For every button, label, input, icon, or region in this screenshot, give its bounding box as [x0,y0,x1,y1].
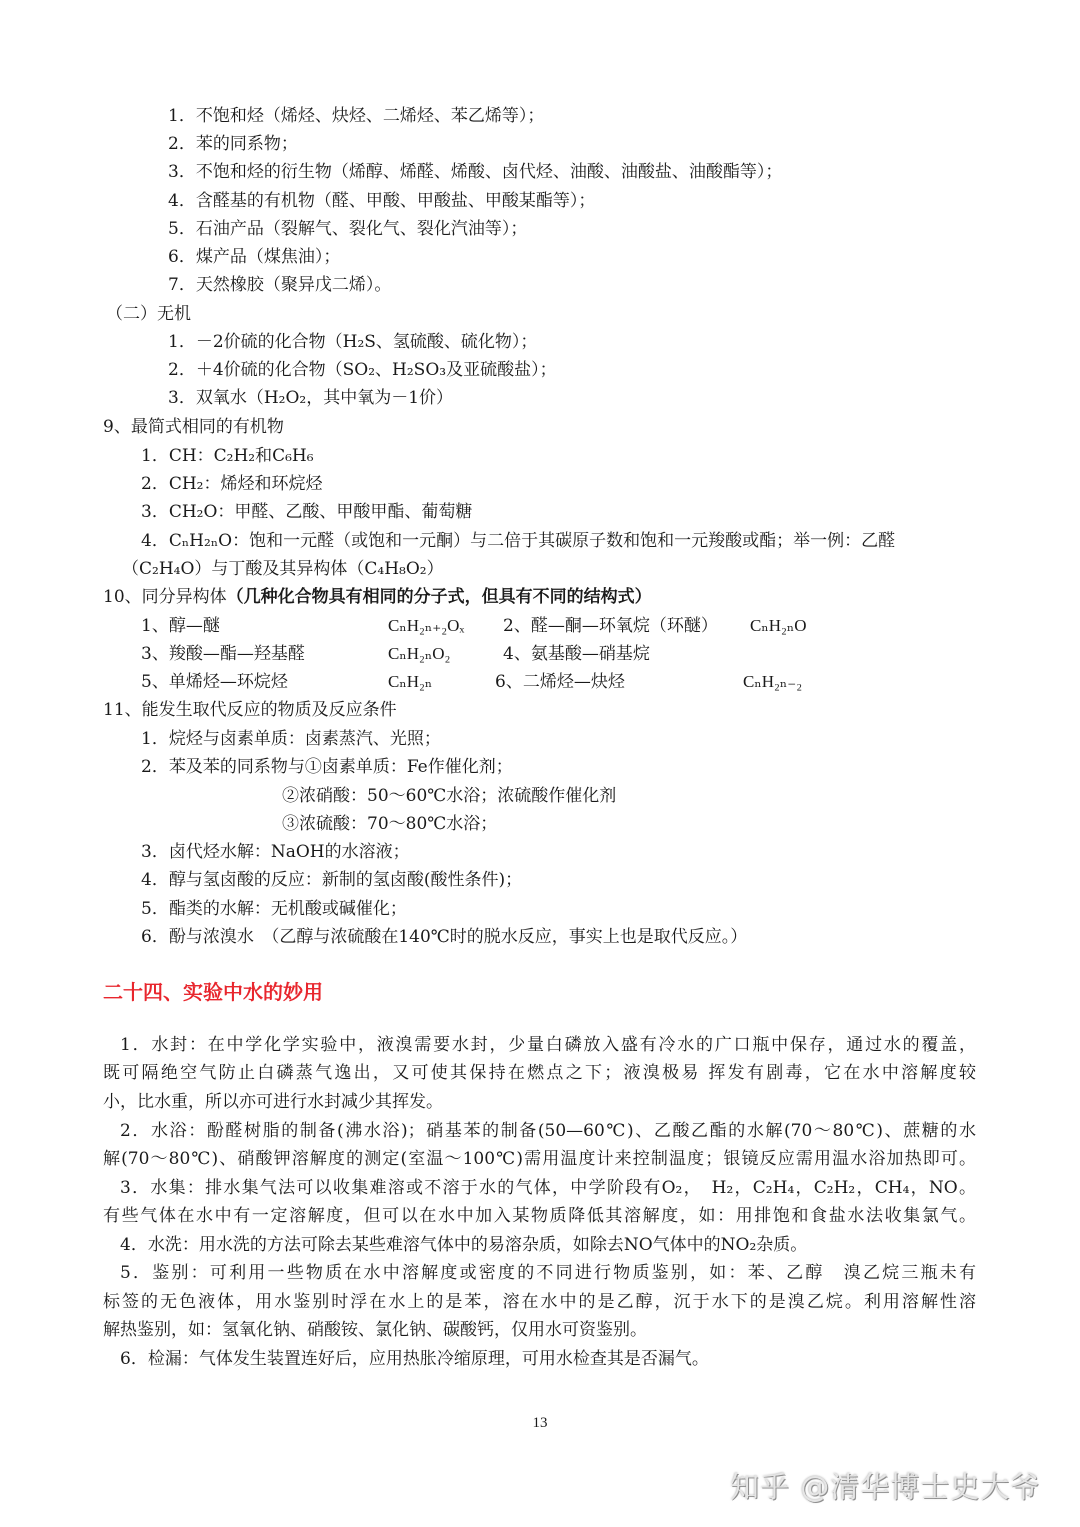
section11-subitem: ③浓硫酸：70～80℃水浴； [282,814,498,834]
organic-item-7: 7．天然橡胶（聚异戊二烯）。 [168,275,392,295]
isomer-name: 1、醇—醚 [141,616,220,636]
section10-title-prefix: 10、同分异构体 [103,587,227,607]
paragraph-line: 3．水集：排水集气法可以收集难溶或不溶于水的气体，中学阶段有O₂， H₂，C₂H₄，C₂H₂，CH₄，NO。 [120,1178,976,1198]
isomer-formula: CₙH₂ₙO₂ [388,644,451,663]
section9-title: 9、最简式相同的有机物 [103,417,284,437]
inorganic-title: （二）无机 [106,304,191,324]
isomer-name: 2、醛—酮—环氧烷（环醚） [503,616,718,636]
section11-title: 11、能发生取代反应的物质及反应条件 [103,700,397,720]
paragraph-line: 解热鉴别，如：氢氧化钠、硝酸铵、氯化钠、碳酸钙，仅用水可资鉴别。 [103,1320,647,1340]
watermark: 知乎 @清华博士史大爷 [730,1470,1041,1504]
isomer-formula: CₙH₂ₙ [388,672,433,691]
paragraph-line: 小，比水重，所以亦可进行水封减少其挥发。 [103,1092,443,1112]
section11-item: 6．酚与浓溴水 （乙醇与浓硫酸在140℃时的脱水反应，事实上也是取代反应。） [141,927,748,947]
paragraph-line: 解(70～80℃)、硝酸钾溶解度的测定(室温～100℃)需用温度计来控制温度；银镜反应需用温水浴加热即可。 [103,1149,976,1169]
section11-subitem: ②浓硝酸：50～60℃水浴；浓硫酸作催化剂 [282,786,617,806]
organic-item-5: 5．石油产品（裂解气、裂化气、裂化汽油等）； [168,219,528,239]
section24-heading: 二十四、实验中水的妙用 [103,980,323,1004]
isomer-name: 5、单烯烃—环烷烃 [141,672,288,692]
paragraph-line: 1．水封：在中学化学实验中，液溴需要水封，少量白磷放入盛有冷水的广口瓶中保存，通过水的覆盖， [120,1035,976,1055]
paragraph-line: 既可隔绝空气防止白磷蒸气逸出，又可使其保持在燃点之下；液溴极易 挥发有剧毒，它在水中溶解度较 [103,1063,976,1083]
inorganic-item-1: 1．－2价硫的化合物（H₂S、氢硫酸、硫化物）； [168,332,538,352]
section9-item-3: 3．CH₂O：甲醛、乙酸、甲酸甲酯、葡萄糖 [141,502,473,522]
organic-item-2: 2．苯的同系物； [168,134,298,154]
isomer-name: 3、羧酸—酯—羟基醛 [141,644,305,664]
section9-item-2: 2．CH₂：烯烃和环烷烃 [141,474,323,494]
isomer-name: 4、氨基酸—硝基烷 [503,644,650,664]
organic-item-6: 6．煤产品（煤焦油）； [168,247,341,267]
section9-item-1: 1．CH：C₂H₂和C₆H₆ [141,446,314,466]
isomer-formula: CₙH₂ₙ₊₂Oₓ [388,616,465,635]
paragraph-line: 5．鉴别：可利用一些物质在水中溶解度或密度的不同进行物质鉴别，如：苯、乙醇 溴乙烷三瓶未有 [120,1263,976,1283]
section11-item: 3．卤代烃水解：NaOH的水溶液； [141,842,410,862]
paragraph-line: 有些气体在水中有一定溶解度，但可以在水中加入某物质降低其溶解度，如：用排饱和食盐水法收集氯气。 [103,1206,976,1226]
organic-item-1: 1．不饱和烃（烯烃、炔烃、二烯烃、苯乙烯等）； [168,106,545,126]
section11-item: 5．酯类的水解：无机酸或碱催化； [141,899,407,919]
isomer-formula: CₙH₂ₙO [750,616,807,635]
paragraph-line: 6．检漏：气体发生装置连好后，应用热胀冷缩原理，可用水检查其是否漏气。 [120,1349,709,1369]
isomer-formula: CₙH₂ₙ₋₂ [743,672,803,691]
section11-item: 2．苯及苯的同系物与①卤素单质：Fe作催化剂； [141,757,513,777]
section9-item-4-line2: （C₂H₄O）与丁酸及其异构体（C₄H₈O₂） [122,559,444,579]
section11-item: 1．烷烃与卤素单质：卤素蒸汽、光照； [141,729,441,749]
page-number: 13 [532,1415,548,1431]
section9-item-4-line1: 4．CₙH₂ₙO：饱和一元醛（或饱和一元酮）与二倍于其碳原子数和饱和一元羧酸或酯；举一例：乙醛 [141,531,896,551]
section10-title [103,586,652,608]
inorganic-item-3: 3．双氧水（H₂O₂，其中氧为－1价） [168,388,454,408]
organic-item-3: 3．不饱和烃的衍生物（烯醇、烯醛、烯酸、卤代烃、油酸、油酸盐、油酸酯等）； [168,162,783,182]
paragraph-line: 2．水浴：酚醛树脂的制备(沸水浴)；硝基苯的制备(50—60℃)、乙酸乙酯的水解(70～80℃)、蔗糖的水 [120,1121,976,1141]
isomer-name: 6、二烯烃—炔烃 [495,672,625,692]
section11-item: 4．醇与氢卤酸的反应：新制的氢卤酸(酸性条件)； [141,870,523,890]
organic-item-4: 4．含醛基的有机物（醛、甲酸、甲酸盐、甲酸某酯等）； [168,191,596,211]
paragraph-line: 4．水洗：用水洗的方法可除去某些难溶气体中的易溶杂质，如除去NO气体中的NO₂杂质。 [120,1235,808,1255]
section10-title-bold: （几种化合物具有相同的分子式，但具有不同的结构式） [226,587,652,607]
inorganic-item-2: 2．＋4价硫的化合物（SO₂、H₂SO₃及亚硫酸盐）； [168,360,557,380]
paragraph-line: 标签的无色液体，用水鉴别时浮在水上的是苯，溶在水中的是乙醇，沉于水下的是溴乙烷。利用溶解性溶 [103,1292,976,1312]
